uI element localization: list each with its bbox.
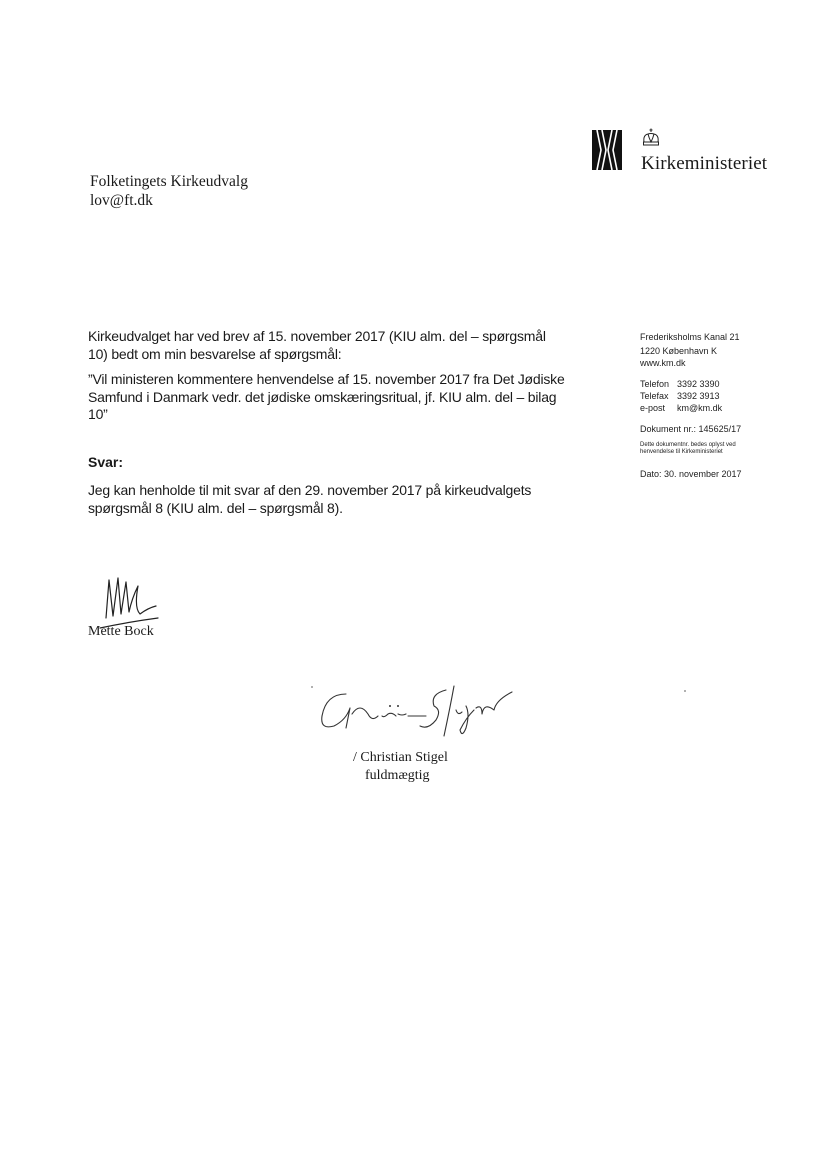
kirkeministeriet-logo-mark — [592, 130, 622, 170]
question-line: 10” — [88, 406, 108, 422]
letter-date: Dato: 30. november 2017 — [640, 469, 742, 479]
sender-phone-row — [640, 378, 810, 390]
answer-heading: Svar: — [88, 454, 124, 470]
document-note — [640, 442, 810, 456]
answer-line: spørgsmål 8 (KIU alm. del – spørgsmål 8). — [88, 499, 343, 516]
official-signature-graphic — [316, 680, 532, 740]
scan-speck — [684, 690, 686, 692]
official-signature-block — [353, 749, 448, 784]
recipient-email: lov@ft.dk — [90, 192, 153, 209]
document-number: 145625/17 — [698, 424, 742, 434]
intro-line: Kirkeudvalget har ved brev af 15. november 2017 (KIU alm. del – spørgsmål — [88, 328, 546, 344]
minister-name: Mette Bock — [88, 624, 154, 639]
document-number-row — [640, 423, 810, 435]
recipient-block — [90, 172, 248, 210]
phone-label: Telefon — [640, 379, 670, 389]
official-title: fuldmægtig — [365, 767, 430, 783]
email-label: e-post — [640, 403, 666, 413]
sender-info — [640, 331, 810, 480]
intro-paragraph — [88, 328, 588, 363]
email-value: km@km.dk — [677, 403, 723, 413]
sender-website: www.km.dk — [640, 358, 686, 368]
crown-icon — [640, 128, 662, 148]
phone-value: 3392 3390 — [677, 379, 720, 389]
fax-label: Telefax — [640, 391, 669, 401]
sender-address-line1: Frederiksholms Kanal 21 — [640, 332, 740, 342]
answer-line: Jeg kan henholde til mit svar af den 29. november 2017 på kirkeudvalgets — [88, 482, 532, 498]
document-note-line1: Dette dokumentnr. bedes oplyst ved — [640, 442, 736, 448]
scan-speck — [311, 686, 313, 688]
question-line: Samfund i Danmark vedr. det jødiske omskæringsritual, jf. KIU alm. del – bilag — [88, 388, 557, 405]
answer-paragraph — [88, 482, 588, 517]
sender-address-line2: 1220 København K — [640, 346, 718, 356]
question-line: ”Vil ministeren kommentere henvendelse af 15. november 2017 fra Det Jødiske — [88, 371, 565, 387]
intro-line: 10) bedt om min besvarelse af spørgsmål: — [88, 345, 342, 362]
sender-email-row — [640, 402, 810, 414]
sender-fax-row — [640, 390, 810, 402]
logo-wordmark: Kirkeministeriet — [641, 153, 768, 174]
fax-value: 3392 3913 — [677, 391, 720, 401]
document-label: Dokument nr.: — [640, 424, 697, 434]
official-name: / Christian Stigel — [353, 750, 448, 765]
recipient-name: Folketingets Kirkeudvalg — [90, 173, 248, 190]
document-note-line2: henvendelse til Kirkeministeriet — [640, 449, 723, 455]
question-paragraph — [88, 371, 608, 424]
